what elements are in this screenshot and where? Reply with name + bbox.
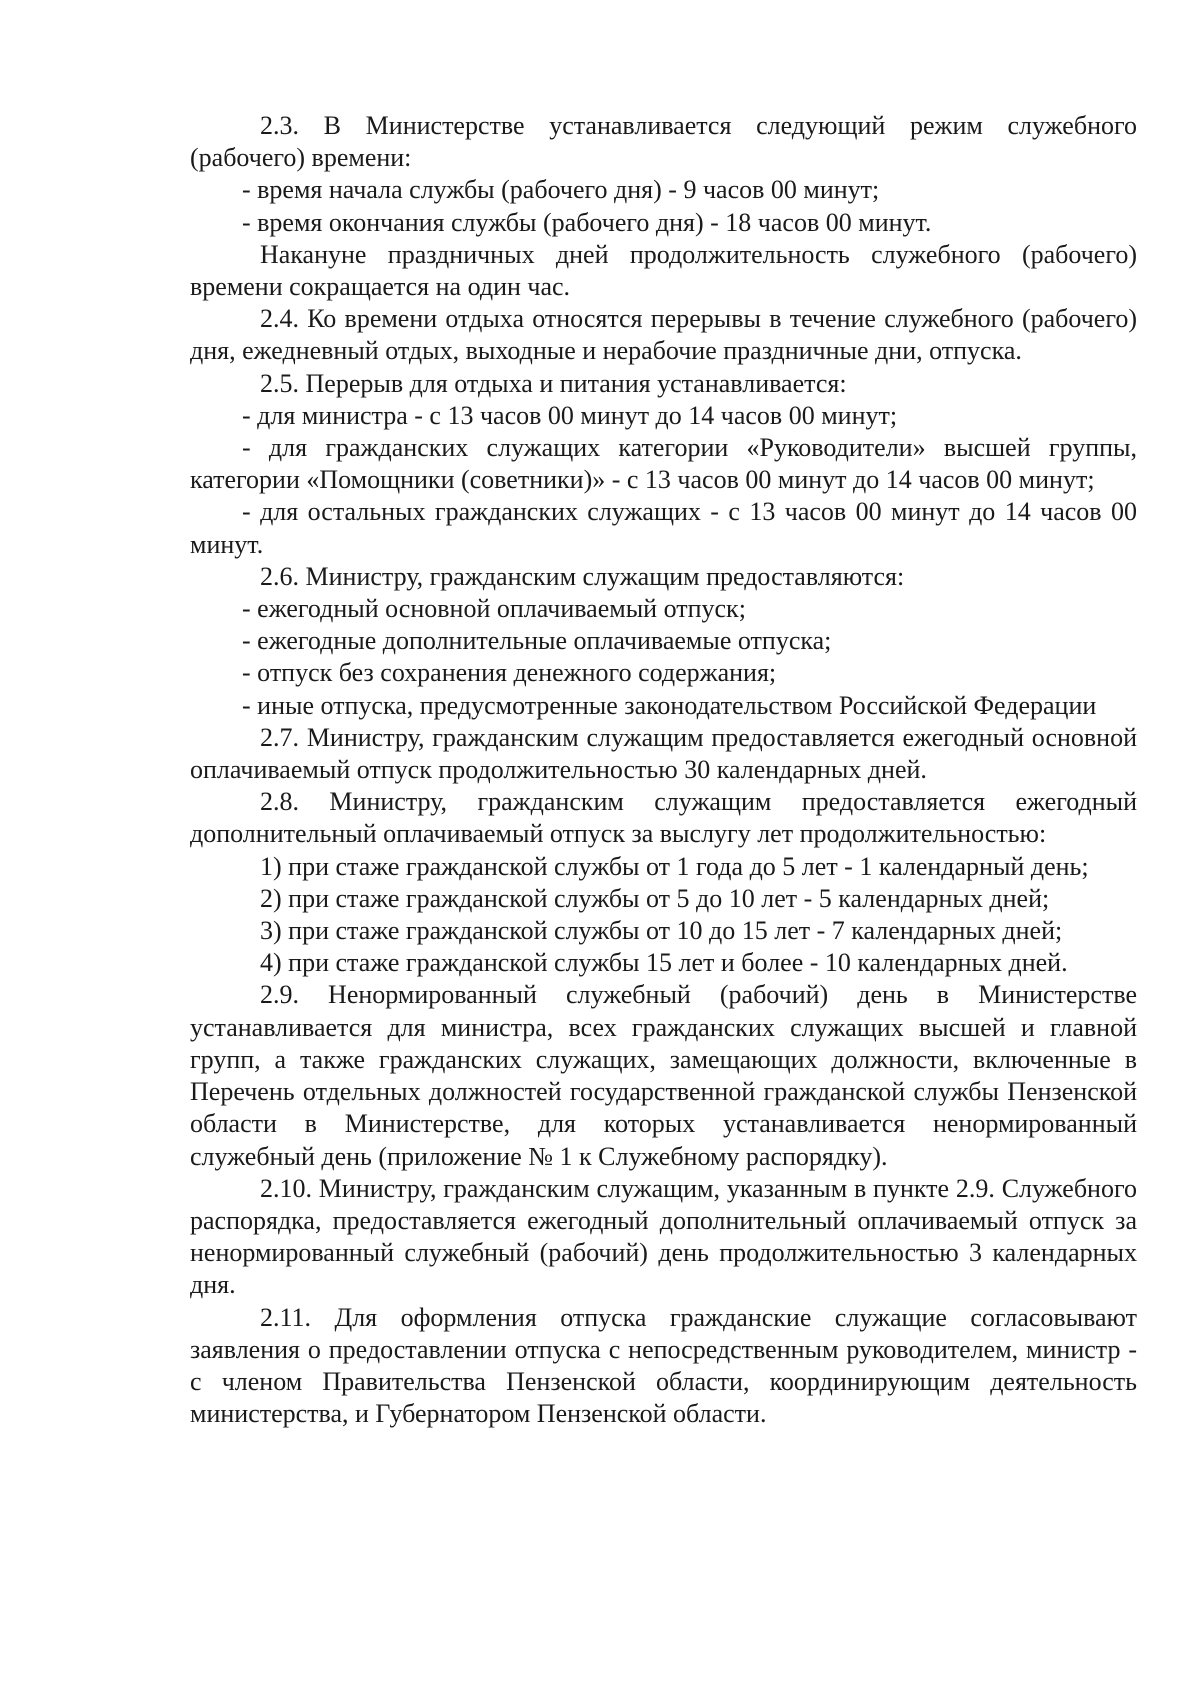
list-item-break-minister: - для министра - с 13 часов 00 минут до 14 часов 00 минут;	[242, 400, 898, 430]
list-item-annual-leave: - ежегодный основной оплачиваемый отпуск;	[242, 594, 746, 624]
list-item-work-start: - время начала службы (рабочего дня) - 9 часов 00 минут;	[242, 175, 880, 205]
paragraph-2-8: 2.8. Министру, гражданским служащим предоставляется ежегодный дополнительный оплачиваемый отпуск за выслугу лет продолжительностью:	[190, 787, 1137, 849]
list-item-break-managers: - для гражданских служащих категории «Руководители» высшей группы, категории «Помощники (советники)» - с 13 часов 00 минут до 14 часов 00 минут;	[190, 433, 1137, 495]
paragraph-2-3: 2.3. В Министерстве устанавливается следующий режим служебного (рабочего) времени:	[190, 111, 1137, 173]
list-item-work-end: - время окончания службы (рабочего дня) - 18 часов 00 минут.	[242, 207, 932, 237]
paragraph-2-4: 2.4. Ко времени отдыха относятся перерывы в течение служебного (рабочего) дня, ежедневный отдых, выходные и нерабочие праздничные дни, отпуска.	[190, 304, 1137, 366]
paragraph-2-5: 2.5. Перерыв для отдыха и питания устанавливается:	[260, 368, 847, 398]
list-item-other-leave: - иные отпуска, предусмотренные законодательством Российской Федерации	[242, 690, 1097, 720]
list-item-break-others: - для остальных гражданских служащих - с 13 часов 00 минут до 14 часов 00 минут.	[190, 497, 1137, 559]
document-body	[190, 110, 1137, 1430]
paragraph-2-11: 2.11. Для оформления отпуска гражданские служащие согласовывают заявления о предоставлении отпуска с непосредственным руководителем, министр - с членом Правительства Пензенской области, координирующим деятельность министерства, и Губернатором Пензенской области.	[190, 1302, 1137, 1429]
list-item-unpaid-leave: - отпуск без сохранения денежного содержания;	[242, 658, 777, 688]
paragraph-holiday-eve: Накануне праздничных дней продолжительность служебного (рабочего) времени сокращается на один час.	[190, 239, 1137, 302]
list-item-additional-leave: - ежегодные дополнительные оплачиваемые отпуска;	[242, 626, 832, 656]
list-item-seniority-1: 1) при стаже гражданской службы от 1 года до 5 лет - 1 календарный день;	[260, 851, 1089, 881]
list-item-seniority-2: 2) при стаже гражданской службы от 5 до 10 лет - 5 календарных дней;	[260, 883, 1050, 913]
paragraph-2-10: 2.10. Министру, гражданским служащим, указанным в пункте 2.9. Служебного распорядка, предоставляется ежегодный дополнительный оплачиваемый отпуск за ненормированный служебный (рабочий) день продолжительностью 3 календарных дня.	[190, 1173, 1137, 1300]
list-item-seniority-4: 4) при стаже гражданской службы 15 лет и более - 10 календарных дней.	[260, 948, 1068, 978]
paragraph-2-6: 2.6. Министру, гражданским служащим предоставляются:	[260, 561, 905, 591]
list-item-seniority-3: 3) при стаже гражданской службы от 10 до 15 лет - 7 календарных дней;	[260, 916, 1063, 946]
paragraph-2-9: 2.9. Ненормированный служебный (рабочий) день в Министерстве устанавливается для министра, всех гражданских служащих высшей и главной групп, а также гражданских служащих, замещающих должности, включенные в Перечень отдельных должностей государственной гражданской службы Пензенской области в Министерстве, для которых устанавливается ненормированный служебный день (приложение № 1 к Служебному распорядку).	[190, 980, 1137, 1171]
paragraph-2-7: 2.7. Министру, гражданским служащим предоставляется ежегодный основной оплачиваемый отпуск продолжительностью 30 календарных дней.	[190, 722, 1137, 785]
